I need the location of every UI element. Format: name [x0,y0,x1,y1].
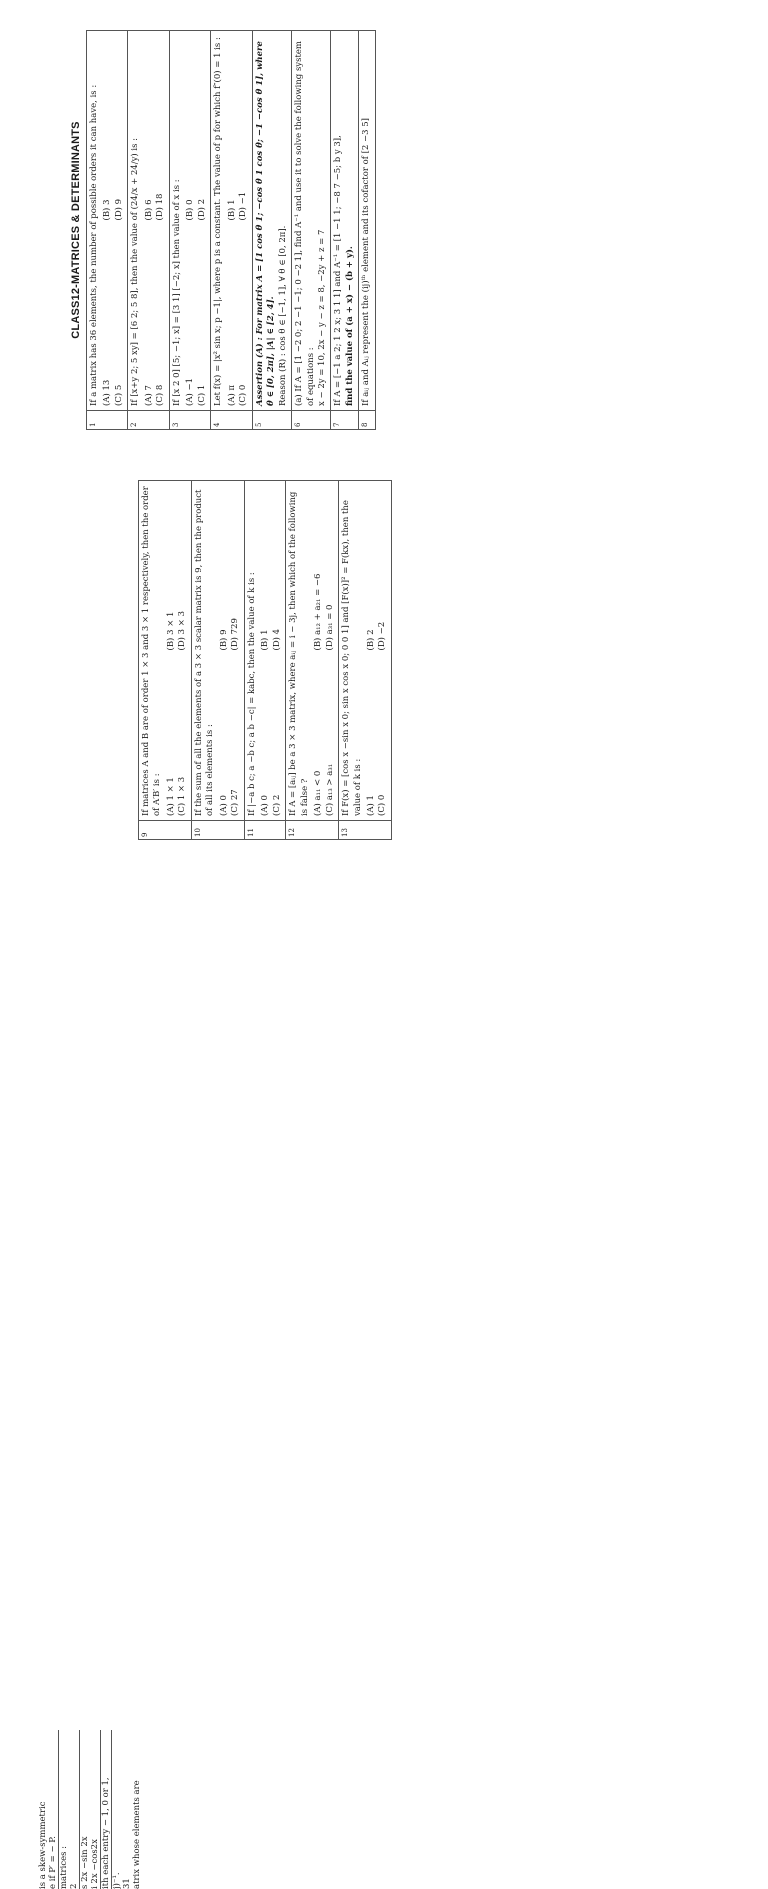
question-number: 3 [169,411,210,430]
question-text: If matrices A and B are of order 1 × 3 and 3 × 1 respectively, then the order of A′B′ is : [141,486,163,816]
option-c: (C) 0 [377,794,388,816]
option-d: (D) 18 [155,193,166,221]
option-c: (C) 8 [155,384,166,406]
question-row [331,31,359,430]
question-number: 12 [286,821,339,840]
option-d: (D) 2 [196,198,207,221]
option-c: (C) 27 [230,789,241,816]
question-number: 1 [87,411,128,430]
option-d: (D) a₃₁ = 0 [324,604,335,651]
question-row [169,31,210,430]
worksheet-page-1 [60,0,768,435]
option-c: (C) a₁₃ > a₃₁ [324,763,335,816]
question-number: 11 [244,821,285,840]
question-number: 2 [128,411,169,430]
option-d: (D) 3 × 3 [177,611,188,651]
option-a: (A) 0 [218,795,229,816]
question-text: If the sum of all the elements of a 3 × 3 scalar matrix is 9, then the product of all its elements is : [193,489,216,816]
option-a: (A) 7 [143,385,154,406]
question-text: If aᵢⱼ and Aᵢⱼ represent the (ij)ᵗʰ element and its cofactor of [2 −3 5] [361,118,372,406]
question-row [128,31,169,430]
question-number: 6 [292,411,331,430]
question-cell [211,31,252,411]
question-text: Let f(x) = |x² sin x; p −1|, where p is a constant. The value of p for which f″(0) = 1 is : [213,37,224,406]
text-fragment: i 2x −cos2x [90,1839,100,1889]
option-b: (B) a₁₂ + a₂₁ = −6 [313,573,324,651]
question-row [211,31,252,430]
rotated-content [68,30,708,430]
option-a: (A) 1 × 1 [165,777,176,816]
text-fragment: atrix whose elements are [132,1780,142,1889]
question-cell [252,31,291,411]
question-row [286,481,339,840]
question-text: If a matrix has 36 elements, the number of possible orders it can have, is : [89,84,99,406]
question-number: 13 [339,821,392,840]
question-cell [286,481,339,821]
option-d: (D) 4 [271,628,282,651]
text-fragment: e if P′ = − P. [48,1836,58,1889]
question-cell [359,31,375,411]
question-text: If [x+y 2; 5 xy] = [6 2; 5 8], then the value of (24/x + 24/y) is : [130,137,141,406]
question-row [252,31,291,430]
text-fragment: s 2x −sin 2x [80,1836,90,1889]
equation-system: x − 2y = 10, 2x − y − z = 8, −2y + z = 7 [316,229,327,406]
page-title: CLASS12-MATRICES & DETERMINANTS [70,121,82,339]
question-text: If |−a b c; a −b c; a b −c| = kabc, then the value of k is : [246,572,257,816]
question-row [191,481,244,840]
question-cell [87,31,128,411]
question-row [292,31,331,430]
question-row [339,481,392,840]
question-row [244,481,285,840]
option-c: (C) 1 [196,384,207,406]
text-fragment: j)⁻¹. [112,1872,122,1889]
question-table [138,480,392,840]
option-d: (D) −2 [377,621,388,651]
text-fragment: 2 [69,1883,79,1889]
question-text: If [x 2 0] [5; −1; x] = [3 1] [−2; x] then value of x is : [171,179,182,406]
question-cell [292,31,331,411]
option-c: (C) 5 [113,384,124,406]
option-b: (B) 0 [185,199,196,221]
question-cell [244,481,285,821]
option-c: (C) 1 × 3 [177,776,188,816]
option-a: (A) 1 [365,795,376,816]
text-fragment: is a skew-symmetric [38,1801,48,1889]
question-number: 5 [252,411,291,430]
option-b: (B) 9 [218,629,229,651]
rotated-content [38,1730,598,1889]
question-number: 7 [331,411,359,430]
option-d: (D) −1 [238,191,249,221]
reason-text: Reason (R) : cos θ ∈ [−1, 1], ∀ θ ∈ [0, 2π]. [277,225,288,406]
question-cell [139,481,192,821]
option-c: (C) 2 [271,794,282,816]
question-number: 10 [191,821,244,840]
question-table [86,30,376,430]
question-text: (a) If A = [1 −2 0; 2 −1 −1; 0 −2 1], find A⁻¹ and use it to solve the following system of equations : [294,41,316,406]
option-a: (A) 13 [102,379,113,406]
question-number: 8 [359,411,375,430]
question-number: 4 [211,411,252,430]
question-cell [128,31,169,411]
question-text: If F(x) = [cos x −sin x 0; sin x cos x 0; 0 0 1] and [F(x)]² = F(kx), then the value of k is : [341,500,363,816]
option-a: (A) π [226,384,237,406]
option-d: (D) 729 [230,618,241,651]
option-a: (A) 0 [260,795,271,816]
option-b: (B) 1 [226,199,237,221]
question-row [87,31,128,430]
rotated-content [138,480,718,840]
option-c: (C) 0 [238,384,249,406]
option-a: (A) −1 [185,377,196,406]
text-fragment: ith each entry − 1, 0 or 1, [101,1777,111,1889]
option-a: (A) a₁₁ < 0 [313,770,324,816]
option-b: (B) 2 [365,629,376,651]
question-row [359,31,375,430]
option-b: (B) 3 × 1 [165,611,176,651]
option-b: (B) 3 [102,199,113,221]
option-b: (B) 6 [143,199,154,221]
option-b: (B) 1 [260,629,271,651]
text-fragment: matrices : [59,1845,69,1889]
question-number: 9 [139,821,192,840]
worksheet-page-2 [130,465,730,840]
question-cell [169,31,210,411]
worksheet-page-3 [0,865,768,1889]
question-row [139,481,192,840]
assertion-text: Assertion (A) : For matrix A = [1 cos θ 1; −cos θ 1 cos θ; −1 −cos θ 1], where θ ∈ [0, 2π], |A| ∈ [2, 4]. [254,41,277,406]
question-text: If A = [−1 a 2; 1 2 x; 3 1 1] and A⁻¹ = [1 −1 1; −8 7 −5; b y 3], [333,135,344,406]
question-cell [339,481,392,821]
page-number: 31 [122,1878,132,1889]
option-d: (D) 9 [113,198,124,221]
question-text: If A = [aᵢⱼ] be a 3 × 3 matrix, where aᵢⱼ = i − 3j, then which of the following is false ? [288,491,310,816]
question-cell [331,31,359,411]
question-subtext: find the value of (a + x) − (b + y). [344,246,355,406]
question-cell [191,481,244,821]
